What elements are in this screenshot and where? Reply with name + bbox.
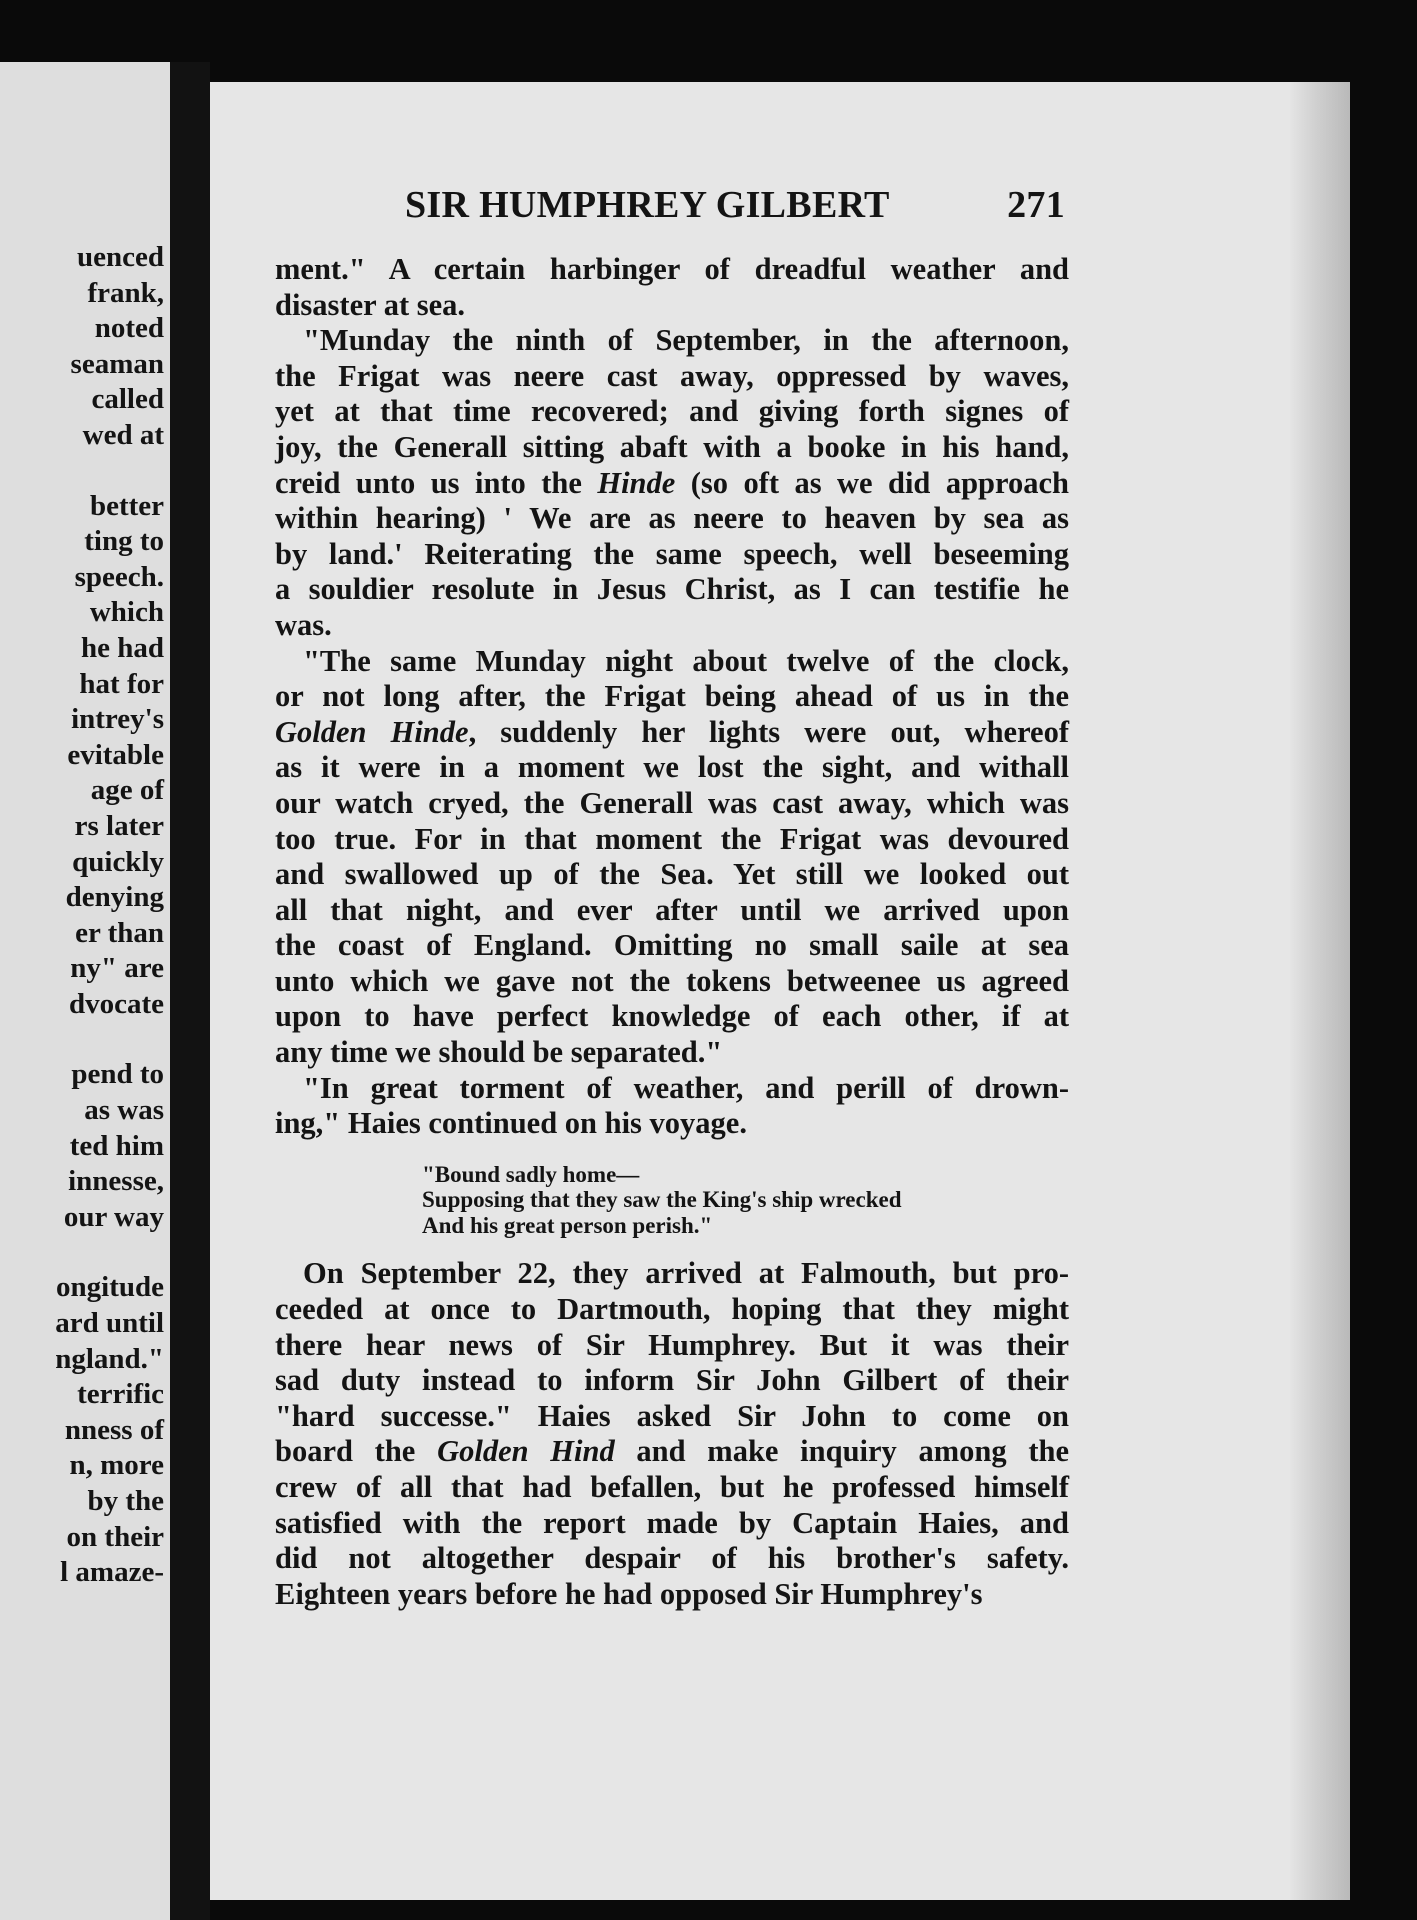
body-line: and swallowed up of the Sea. Yet still we looked out bbox=[275, 857, 1069, 892]
body-line: did not altogether despair of his brother's safety. bbox=[275, 1541, 1069, 1576]
previous-page-line: which bbox=[89, 596, 164, 629]
previous-page-fragment bbox=[0, 62, 170, 1920]
running-head bbox=[405, 183, 1065, 233]
previous-page-line: ard until bbox=[55, 1307, 164, 1340]
body-line: unto which we gave not the tokens betweenee us agreed bbox=[275, 963, 1069, 998]
previous-page-line: intrey's bbox=[71, 703, 164, 736]
previous-page-line: speech. bbox=[74, 560, 164, 593]
previous-page-line: nness of bbox=[64, 1413, 164, 1446]
previous-page-line: uenced bbox=[77, 241, 164, 273]
previous-page-line: on their bbox=[66, 1520, 164, 1553]
previous-page-line: rs later bbox=[74, 809, 164, 842]
body-line: all that night, and ever after until we arrived upon bbox=[275, 892, 1069, 927]
previous-page-line: ngland." bbox=[55, 1342, 164, 1375]
body-line: "In great torment of weather, and perill of drown- bbox=[303, 1070, 1069, 1105]
body-line: sad duty instead to inform Sir John Gilbert of their bbox=[275, 1363, 1069, 1398]
body-line: joy, the Generall sitting abaft with a booke in his hand, bbox=[275, 429, 1069, 464]
body-line: there hear news of Sir Humphrey. But it was their bbox=[275, 1327, 1069, 1362]
verse-line: "Bound sadly home— bbox=[422, 1161, 640, 1187]
body-line: ment." A certain harbinger of dreadful weather and bbox=[275, 252, 1069, 286]
previous-page-line: ted him bbox=[69, 1129, 164, 1162]
body-line: yet at that time recovered; and giving forth signes of bbox=[275, 394, 1069, 429]
body-line: the Frigat was neere cast away, oppressed by waves, bbox=[275, 358, 1069, 393]
verse-quotation bbox=[422, 1162, 1069, 1239]
previous-page-line: by the bbox=[87, 1485, 164, 1517]
body-line: any time we should be separated." bbox=[275, 1035, 723, 1070]
paragraph-gap bbox=[0, 1022, 164, 1057]
previous-page-line: ny" are bbox=[70, 952, 164, 985]
body-line: too true. For in that moment the Frigat was devoured bbox=[275, 821, 1069, 856]
body-line: a souldier resolute in Jesus Christ, as I can testifie he bbox=[275, 572, 1069, 607]
previous-page-line: er than bbox=[75, 916, 164, 949]
previous-page-line: l amaze- bbox=[60, 1556, 164, 1589]
body-line: Eighteen years before he had opposed Sir Humphrey's bbox=[275, 1576, 983, 1611]
previous-page-line: evitable bbox=[67, 738, 164, 771]
previous-page-line: wed at bbox=[82, 418, 164, 451]
book-gutter bbox=[170, 62, 210, 1920]
body-line: upon to have perfect knowledge of each other, if at bbox=[275, 999, 1069, 1034]
previous-page-line: quickly bbox=[72, 845, 164, 878]
page-body bbox=[275, 252, 1069, 1612]
ship-name: Golden Hinde bbox=[275, 714, 469, 749]
previous-page-line: dvocate bbox=[68, 987, 164, 1020]
previous-page-line: ting to bbox=[84, 525, 164, 558]
previous-page-line: better bbox=[89, 489, 164, 522]
previous-page-line: seaman bbox=[70, 347, 164, 380]
running-title: SIR HUMPHREY GILBERT bbox=[405, 184, 890, 226]
page-edge bbox=[1290, 82, 1350, 1900]
body-line: was. bbox=[275, 607, 332, 642]
verse-line: And his great person perish." bbox=[422, 1212, 713, 1238]
body-line: satisfied with the report made by Captain Haies, and bbox=[275, 1505, 1069, 1540]
paragraph-gap bbox=[0, 1235, 164, 1270]
previous-page-line: called bbox=[91, 383, 164, 416]
body-line: On September 22, they arrived at Falmouth, but pro- bbox=[303, 1256, 1069, 1291]
previous-page-line: n, more bbox=[69, 1449, 164, 1482]
body-line: within hearing) ' We are as neere to heaven by sea as bbox=[275, 501, 1069, 536]
body-line: creid unto us into the Hinde (so oft as we did approach bbox=[275, 465, 1069, 500]
previous-page-line: denying bbox=[65, 881, 164, 914]
previous-page-line: hat for bbox=[79, 667, 164, 700]
previous-page-line: pend to bbox=[71, 1058, 164, 1091]
body-line: as it were in a moment we lost the sight, and withall bbox=[275, 750, 1069, 785]
body-line: crew of all that had befallen, but he professed himself bbox=[275, 1469, 1069, 1504]
body-line: our watch cryed, the Generall was cast away, which was bbox=[275, 785, 1069, 820]
previous-page-line: he had bbox=[80, 631, 164, 664]
body-line: "hard successe." Haies asked Sir John to come on bbox=[275, 1398, 1069, 1433]
body-line: "Munday the ninth of September, in the afternoon, bbox=[303, 323, 1069, 358]
body-line: the coast of England. Omitting no small saile at sea bbox=[275, 928, 1069, 963]
previous-page-line: ongitude bbox=[56, 1271, 164, 1304]
previous-page-line: frank, bbox=[87, 276, 164, 309]
previous-page-line: noted bbox=[94, 312, 164, 345]
previous-page-line: our way bbox=[63, 1200, 164, 1233]
previous-page-line: innesse, bbox=[68, 1165, 164, 1198]
body-line: board the Golden Hind and make inquiry among the bbox=[275, 1434, 1070, 1469]
body-line: or not long after, the Frigat being ahead of us in the bbox=[275, 679, 1069, 714]
body-line: Golden Hinde, suddenly her lights were out, whereof bbox=[275, 714, 1069, 749]
previous-page-line: as was bbox=[84, 1094, 164, 1127]
page-number: 271 bbox=[1007, 184, 1065, 226]
body-line: by land.' Reiterating the same speech, well beseeming bbox=[275, 536, 1069, 571]
previous-page-text bbox=[0, 240, 164, 1591]
paragraph-gap bbox=[0, 454, 164, 489]
previous-page-line: terrific bbox=[77, 1378, 164, 1411]
ship-name: Golden Hind bbox=[437, 1434, 615, 1469]
verse-line: Supposing that they saw the King's ship wrecked bbox=[422, 1187, 902, 1213]
body-line: ceeded at once to Dartmouth, hoping that they might bbox=[275, 1291, 1069, 1326]
body-line: "The same Munday night about twelve of the clock, bbox=[303, 643, 1069, 678]
body-line: disaster at sea. bbox=[275, 287, 466, 322]
previous-page-line: age of bbox=[90, 774, 164, 807]
body-line: ing," Haies continued on his voyage. bbox=[275, 1106, 747, 1141]
ship-name: Hinde bbox=[597, 465, 676, 500]
